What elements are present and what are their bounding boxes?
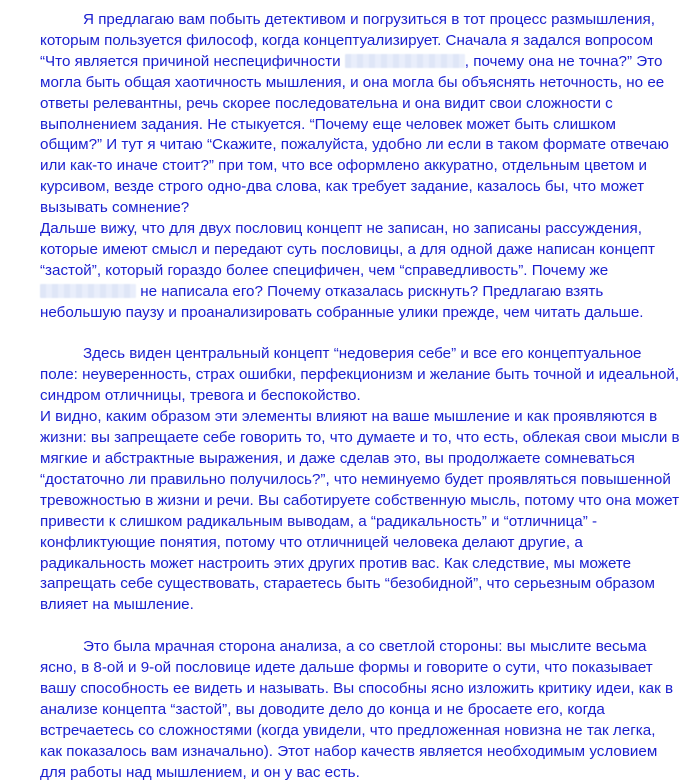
- paragraph-1: [40, 10, 680, 219]
- paragraph-3: Здесь виден центральный концепт “недоверия себе” и все его концептуальное поле: неуверенность, страх ошибки, перфекционизм и желание быть точной и идеальной, синдром отличницы, тревога и беспокойство.: [40, 345, 680, 405]
- paragraph-2: [40, 219, 680, 324]
- document-body: [40, 10, 680, 784]
- redacted-name: [345, 54, 465, 68]
- paragraph-5: Это была мрачная сторона анализа, а со светлой стороны: вы мыслите весьма ясно, в 8-ой и 9-ой пословице идете дальше формы и говорите о сути, что показывает вашу способность ее видеть и называть. Вы способны ясно изложить критику идеи, как в анализе концепта “застой”, вы доводите дело до конца и не бросаете его, когда встречаетесь со сложностями (когда увидели, что предложенная новизна не так легка, как показалось вам изначально). Этот набор качеств является необходимым условием для работы над мышлением, и он у вас есть.: [40, 638, 674, 781]
- paragraph-gap: [40, 324, 680, 345]
- paragraph-4: И видно, каким образом эти элементы влияют на ваше мышление и как проявляются в жизни: вы запрещаете себе говорить то, что думаете и то, что есть, облекая свои мысли в мягкие и абстрактные выражения, и даже сделав это, вы продолжаете сомневаться “достаточно ли правильно получилось?”, что неминуемо будет проявляться повышенной тревожностью в жизни и речи. Вы саботируете собственную мысль, потому что она может привести к слишком радикальным выводам, а “радикальность” и “отличница” - конфликтующие понятия, потому что отличницей человека делают другие, а радикальность может настроить этих других против вас. Как следствие, мы можете запрещать себе существовать, стараетесь быть “безобидной”, что серьезным образом влияет на мышление.: [40, 408, 680, 614]
- paragraph-1-text-a: Я предлагаю вам побыть детективом и погрузиться в тот процесс размышления, которым пользуется философ, когда концептуализирует. Сначала я задался вопросом “Что является причиной неспецифичности: [40, 11, 655, 70]
- paragraph-1-text-b: , почему она не точна?” Это могла быть общая хаотичность мышления, и она могла бы объяснять неточность, но ее ответы релевантны, речь скорее последовательна и она видит свои сложности с выполнением задания. Не стыкуется. “Почему еще человек может быть слишком общим?” И тут я читаю “Скажите, пожалуйста, удобно ли если в таком формате отвечаю или как-то иначе стоит?” при том, что все оформлено аккуратно, отдельным цветом и курсивом, везде строго одно-два слова, как требует задание, казалось бы, что может вызывать сомнение?: [40, 52, 669, 217]
- paragraph-2-text-b: не написала его? Почему отказалась рискнуть? Предлагаю взять небольшую паузу и проанализировать собранные улики прежде, чем читать дальше.: [40, 282, 644, 321]
- redacted-name: [40, 284, 136, 298]
- paragraph-gap: [40, 616, 680, 637]
- paragraph-2-text-a: Дальше вижу, что для двух пословиц концепт не записан, но записаны рассуждения, которые имеют смысл и передают суть пословицы, а для одной даже написан концепт “застой”, который гораздо более специфичен, чем “справедливость”. Почему же: [40, 220, 655, 279]
